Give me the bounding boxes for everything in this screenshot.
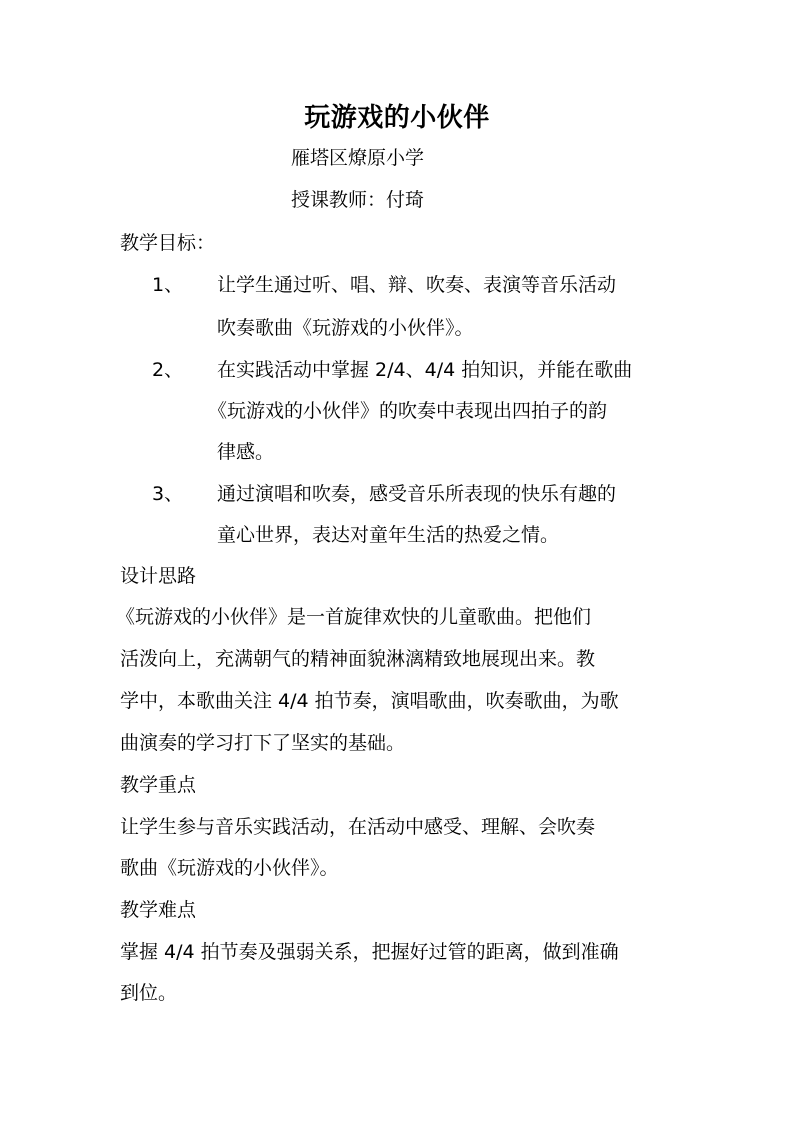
objective-line: 在实践活动中掌握 2/4、4/4 拍知识，并能在歌曲 [217, 359, 633, 381]
design-line: 活泼向上，充满朝气的精神面貌淋漓精致地展现出来。教 [120, 648, 596, 670]
design-heading: 设计思路 [120, 565, 197, 587]
objective-line: 童心世界，表达对童年生活的热爱之情。 [217, 524, 560, 546]
objective-line: 律感。 [217, 441, 275, 463]
document-title: 玩游戏的小伙伴 [304, 103, 490, 133]
objective-number: 2、 [152, 359, 184, 381]
key-points-heading: 教学重点 [120, 774, 197, 796]
teacher-name: 授课教师：付琦 [291, 189, 425, 211]
key-points-line: 让学生参与音乐实践活动，在活动中感受、理解、会吹奏 [120, 816, 596, 838]
design-line: 学中，本歌曲关注 4/4 拍节奏，演唱歌曲，吹奏歌曲，为歌 [120, 690, 619, 712]
objective-number: 1、 [152, 274, 184, 296]
school-name: 雁塔区燎原小学 [291, 147, 425, 169]
difficulties-line: 掌握 4/4 拍节奏及强弱关系，把握好过管的距离，做到准确 [120, 941, 619, 963]
objective-line: 《玩游戏的小伙伴》的吹奏中表现出四拍子的韵 [208, 400, 608, 422]
design-line: 曲演奏的学习打下了坚实的基础。 [120, 732, 406, 754]
objective-line: 通过演唱和吹奏，感受音乐所表现的快乐有趣的 [217, 483, 617, 505]
objective-line: 让学生通过听、唱、辩、吹奏、表演等音乐活动 [217, 274, 617, 296]
objective-number: 3、 [152, 483, 184, 505]
objectives-heading: 教学目标： [120, 232, 216, 254]
design-line: 《玩游戏的小伙伴》是一首旋律欢快的儿童歌曲。把他们 [116, 606, 592, 628]
key-points-line: 歌曲《玩游戏的小伙伴》。 [120, 857, 339, 879]
difficulties-heading: 教学难点 [120, 899, 197, 921]
difficulties-line: 到位。 [120, 982, 178, 1004]
objective-line: 吹奏歌曲《玩游戏的小伙伴》。 [217, 317, 474, 339]
